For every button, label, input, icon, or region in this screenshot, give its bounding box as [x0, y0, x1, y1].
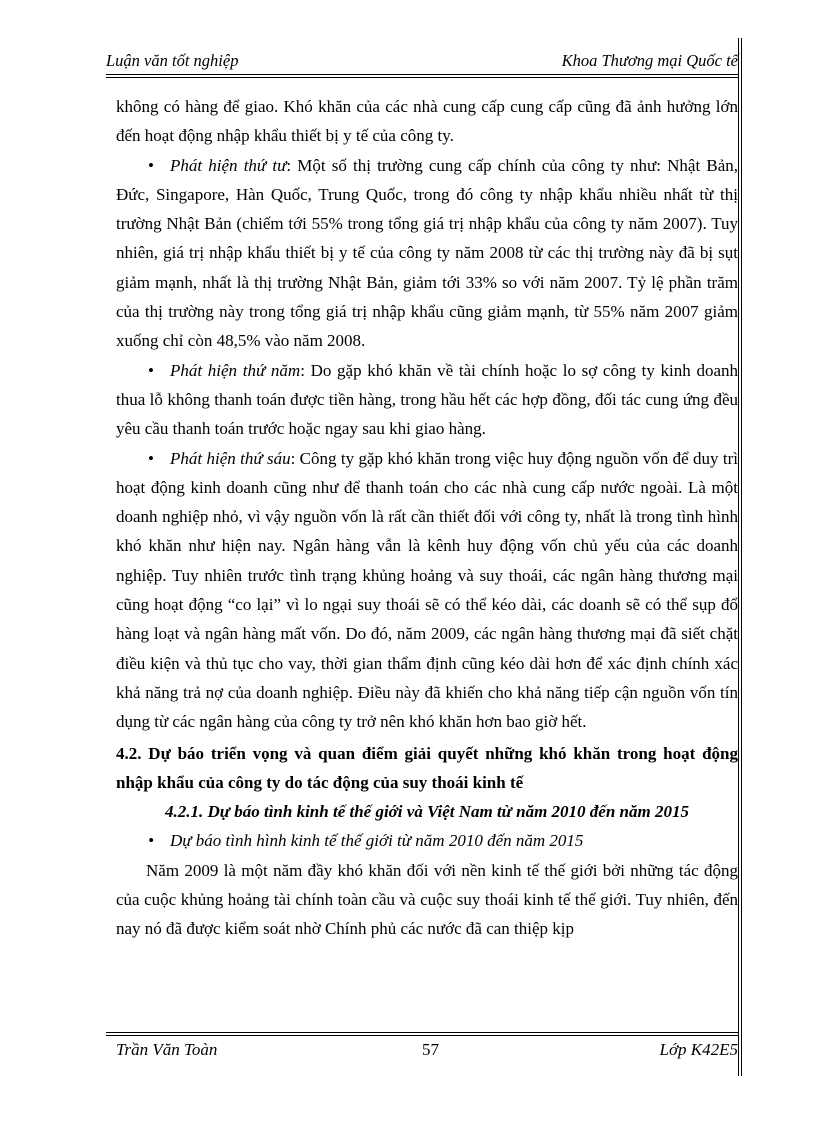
- footer-class: Lớp K42E5: [659, 1040, 738, 1059]
- bullet-icon: •: [148, 831, 154, 851]
- finding-four-lead: Phát hiện thứ tư: [170, 155, 287, 175]
- footer-page-number: 57: [422, 1040, 439, 1059]
- paragraph-continuation: không có hàng để giao. Khó khăn của các nhà cung cấp cung cấp cũng đã ảnh hưởng lớn đến hoạt động nhập khẩu thiết bị y tế của công ty.: [116, 97, 738, 146]
- header-faculty-label: Khoa Thương mại Quốc tế: [561, 51, 738, 70]
- footer-author: Trần Văn Toàn: [116, 1040, 218, 1059]
- finding-five-item: [116, 356, 738, 444]
- finding-five-lead: Phát hiện thứ năm: [170, 360, 301, 380]
- finding-six-item: [116, 444, 738, 737]
- header-thesis-label: Luận văn tốt nghiệp: [106, 51, 239, 70]
- section-heading: 4.2. Dự báo triển vọng và quan điểm giải quyết những khó khăn trong hoạt động nhập khẩu của công ty do tác động của suy thoái kinh tế: [116, 743, 738, 792]
- subsection-heading: 4.2.1. Dự báo tình kinh tế thế giới và Việt Nam từ năm 2010 đến năm 2015: [165, 802, 689, 822]
- page-footer: [106, 1032, 738, 1064]
- finding-five-text: : Do gặp khó khăn về tài chính hoặc lo sợ công ty kinh doanh thua lỗ không thanh toán được tiền hàng, trong hầu hết các hợp đồng, đối tác cung ứng đều yêu cầu thanh toán trước hoặc ngay sau khi giao hàng.: [116, 360, 738, 439]
- forecast-bullet-item: [116, 826, 738, 855]
- finding-four-item: [116, 151, 738, 356]
- page-header: [106, 48, 738, 78]
- bullet-icon: •: [148, 155, 154, 175]
- finding-six-text: : Công ty gặp khó khăn trong việc huy động nguồn vốn để duy trì hoạt động kinh doanh cũng như để thanh toán cho các nhà cung cấp nước ngoài. Là một doanh nghiệp nhỏ, vì vậy nguồn vốn là rất cần thiết đối với công ty, nhất là trong tình hình khó khăn như hiện nay. Ngân hàng vẫn là kênh huy động vốn chủ yếu của các doanh nghiệp. Tuy nhiên trước tình trạng khủng hoảng và suy thoái, các ngân hàng thương mại cũng hoạt động “co lại” vì lo ngại suy thoái sẽ có thể kéo dài, các doanh sẽ có thể sụp đổ hàng loạt và ngân hàng mất vốn. Do đó, năm 2009, các ngân hàng thương mại đã siết chặt điều kiện và thủ tục cho vay, thời gian thẩm định cũng kéo dài hơn để xác định chính xác khả năng trả nợ của doanh nghiệp. Điều này đã khiến cho khả năng tiếp cận nguồn vốn tín dụng từ các ngân hàng của công ty trở nên khó khăn hơn bao giờ hết.: [116, 448, 738, 732]
- finding-six-lead: Phát hiện thứ sáu: [170, 448, 291, 468]
- bullet-icon: •: [148, 448, 154, 468]
- bullet-icon: •: [148, 360, 154, 380]
- forecast-bullet-text: Dự báo tình hình kinh tế thế giới từ năm 2010 đến năm 2015: [170, 831, 584, 851]
- paragraph-forecast: Năm 2009 là một năm đầy khó khăn đối với nền kinh tế thế giới bởi những tác động của cuộc khủng hoảng tài chính toàn cầu và cuộc suy thoái kinh tế thế giới. Tuy nhiên, đến nay nó đã được kiểm soát nhờ Chính phủ các nước đã can thiệp kịp: [116, 860, 738, 939]
- finding-four-text: : Một số thị trường cung cấp chính của công ty như: Nhật Bản, Đức, Singapore, Hàn Quốc, Trung Quốc, trong đó công ty nhập khẩu nhiều nhất từ thị trường Nhật Bản (chiếm tới 55% trong tổng giá trị nhập khẩu của công ty năm 2007). Tuy nhiên, giá trị nhập khẩu thiết bị y tế của công ty năm 2008 từ các thị trường này đã bị sụt giảm mạnh, nhất là thị trường Nhật Bản, giảm tới 33% so với năm 2007. Tỷ lệ phần trăm của thị trường này trong tổng giá trị nhập khẩu cũng giảm mạnh, từ 55% năm 2007 giảm xuống chỉ còn 48,5% vào năm 2008.: [116, 155, 738, 351]
- document-body: [116, 92, 738, 944]
